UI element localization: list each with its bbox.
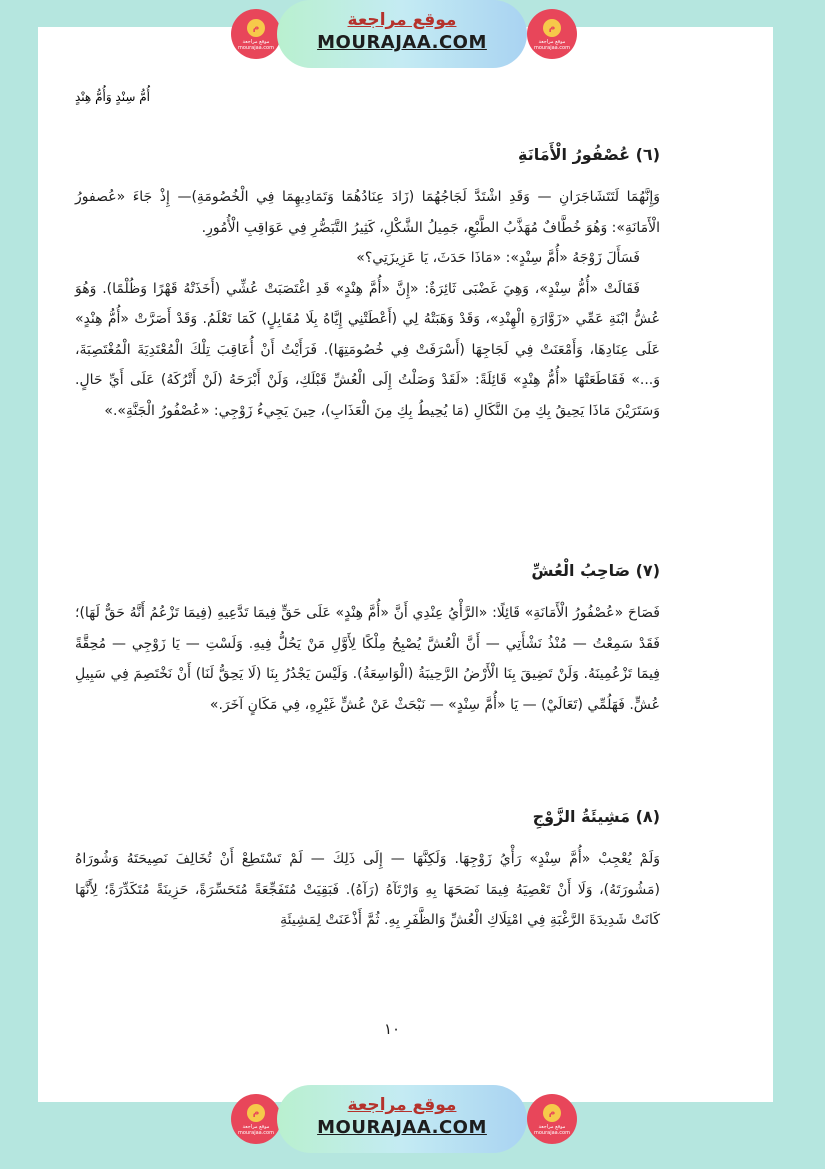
site-logo-icon: ﻡ موقع مراجعة mourajaa.com: [231, 9, 281, 59]
site-name-latin: MOURAJAA.COM: [317, 1117, 487, 1138]
site-name-arabic: موقع مراجعة: [347, 10, 457, 30]
paragraph: وَإِنَّهُمَا لَتَتَشَاجَرَانِ — وَقَدِ اشْتَدَّ لَجَاجُهُمَا (زَادَ عِنَادُهُمَا وَتَمَادِيهِمَا فِي الْخُصُومَةِ)— إِذْ جَاءَ «عُصفورُ الْأَمَانَةِ»: وَهُوَ خُطَّافٌ مُهَذَّبُ الطَّبْعِ، جَمِيلُ الشَّكْلِ، كَثِيرُ التَّبَصُّرِ فِي عَوَاقِبِ الْأُمُورِ.: [75, 189, 660, 236]
section-6: [75, 140, 660, 426]
site-logo-icon: ﻡ موقع مراجعة mourajaa.com: [527, 1094, 577, 1144]
illustration-caption: أُمُّ سِنْدٍ وَأُمُّ هِنْدٍ: [75, 90, 150, 104]
site-logo-icon: ﻡ موقع مراجعة mourajaa.com: [231, 1094, 281, 1144]
top-banner: [0, 0, 825, 70]
site-name-arabic: موقع مراجعة: [347, 1095, 457, 1115]
paragraph: فَقَالَتْ «أُمُّ سِنْدٍ»، وَهِيَ غَضْبَى ثَائِرَةٌ: «إِنَّ «أُمَّ هِنْدٍ» قَدِ اغْتَصَبَتْ عُشِّي (أَخَذَتْهُ قَهْرًا وَظُلْمًا). وَهُوَ عُشُّ ابْنَةِ عَمِّي «زَوَّارَةِ الْهِنْدِ»، وَقَدْ وَهَبَتْهُ لِي (أَعْطَتْنِي إِيَّاهُ بِلَا مُقَابِلٍ) كَمَا تَعْلَمُ. وَقَدْ أَصَرَّتْ «أُمُّ هِنْدٍ» عَلَى عِنَادِهَا، وَأَمْعَنَتْ فِي لَجَاجِهَا (أَسْرَفَتْ فِي خُصُومَتِهَا). فَرَأَيْتُ أَنْ أُعَاقِبَ تِلْكَ الْمُعْتَدِيَةَ الْمُغْتَصِبَةَ، وَ...» فَقَاطَعَتْهَا «أُمُّ هِنْدٍ» قَائِلَةً: «لَقَدْ وَصَلْتُ إِلَى الْعُشِّ قَبْلَكِ، وَلَنْ أَبْرَحَهُ (لَنْ أَتْرُكَهُ) عَلَى أَيِّ حَالٍ. وَسَتَرَيْنَ مَاذَا يَحِيقُ بِكِ مِنَ النَّكَالِ (مَا يُحِيطُ بِكِ مِنَ الْعَذَابِ)، حِينَ يَجِيءُ زَوْجِي: «عُصْفُورُ الْجَنَّةِ».»: [75, 280, 660, 419]
site-name-latin: MOURAJAA.COM: [317, 32, 487, 53]
bottom-banner: [0, 1085, 825, 1155]
site-banner-link[interactable]: [277, 0, 527, 68]
paragraph: فَسَأَلَ زَوْجَهُ «أُمَّ سِنْدٍ»: «مَاذَا حَدَثَ، يَا عَزِيزَتِي؟»: [356, 250, 640, 266]
site-logo-icon: ﻡ موقع مراجعة mourajaa.com: [527, 9, 577, 59]
site-banner-link[interactable]: [277, 1085, 527, 1153]
paragraph: فَصَاحَ «عُصْفُورُ الْأَمَانَةِ» قَائِلًا: «الرَّأْيُ عِنْدِي أَنَّ «أُمَّ هِنْدٍ» عَلَى حَقٍّ فِيمَا تَدَّعِيهِ (فِيمَا تَزْعُمُ أَنَّهُ حَقٌّ لَهَا)؛ فَقَدْ سَمِعْتُ — مُنْذُ نَشْأَتِي — أَنَّ الْعُشَّ يُصْبِحُ مِلْكًا لِأَوَّلِ مَنْ يَحُلُّ فِيهِ. وَلَسْتِ — يَا زَوْجِي — مُحِقَّةً فِيمَا تَزْعُمِينَهُ. وَلَنْ تَضِيقَ بِنَا الْأَرْضُ الرَّحِيبَةُ (الْوَاسِعَةُ). وَلَيْسَ يَجْدُرُ بِنَا (لَا يَحِقُّ لَنَا) أَنْ نَخْتَصِمَ فِي سَبِيلِ عُشٍّ. فَهَلُمِّي (تَعَالَيْ) — يَا «أُمَّ سِنْدٍ» — نَبْحَثْ عَنْ عُشٍّ غَيْرِهِ، فِي مَكَانٍ آخَرَ.»: [75, 605, 660, 713]
section-8: [75, 802, 660, 936]
page-number: ١٠: [383, 1020, 401, 1038]
paragraph: وَلَمْ يُعْجِبْ «أُمَّ سِنْدٍ» رَأْيُ زَوْجِهَا. وَلَكِنَّهَا — إِلَى ذَلِكَ — لَمْ تَسْتَطِعْ أَنْ تُخَالِفَ نَصِيحَتَهُ وَشُورَاهُ (مَشُورَتَهُ)، وَلَا أَنْ تَعْصِيَهُ فِيمَا نَصَحَهَا بِهِ وَارْتَآهُ (رَآهُ). فَبَقِيَتْ مُتَفَجِّعَةً مُتَحَسِّرَةً، حَزِينَةً مُتَكَدِّرَةً؛ لِأَنَّهَا كَانَتْ شَدِيدَةَ الرَّغْبَةِ فِي امْتِلَاكِ الْعُشِّ وَالظَّفَرِ بِهِ. ثُمَّ أَذْعَنَتْ لِمَشِيئَةِ: [75, 851, 660, 928]
section-heading: (٨) مَشِيئَةُ الزَّوْجِ: [532, 807, 660, 826]
section-heading: (٧) صَاحِبُ الْعُشِّ: [531, 561, 660, 580]
section-heading: (٦) عُصْفُورُ الْأَمَانَةِ: [517, 145, 660, 164]
section-7: [75, 556, 660, 720]
